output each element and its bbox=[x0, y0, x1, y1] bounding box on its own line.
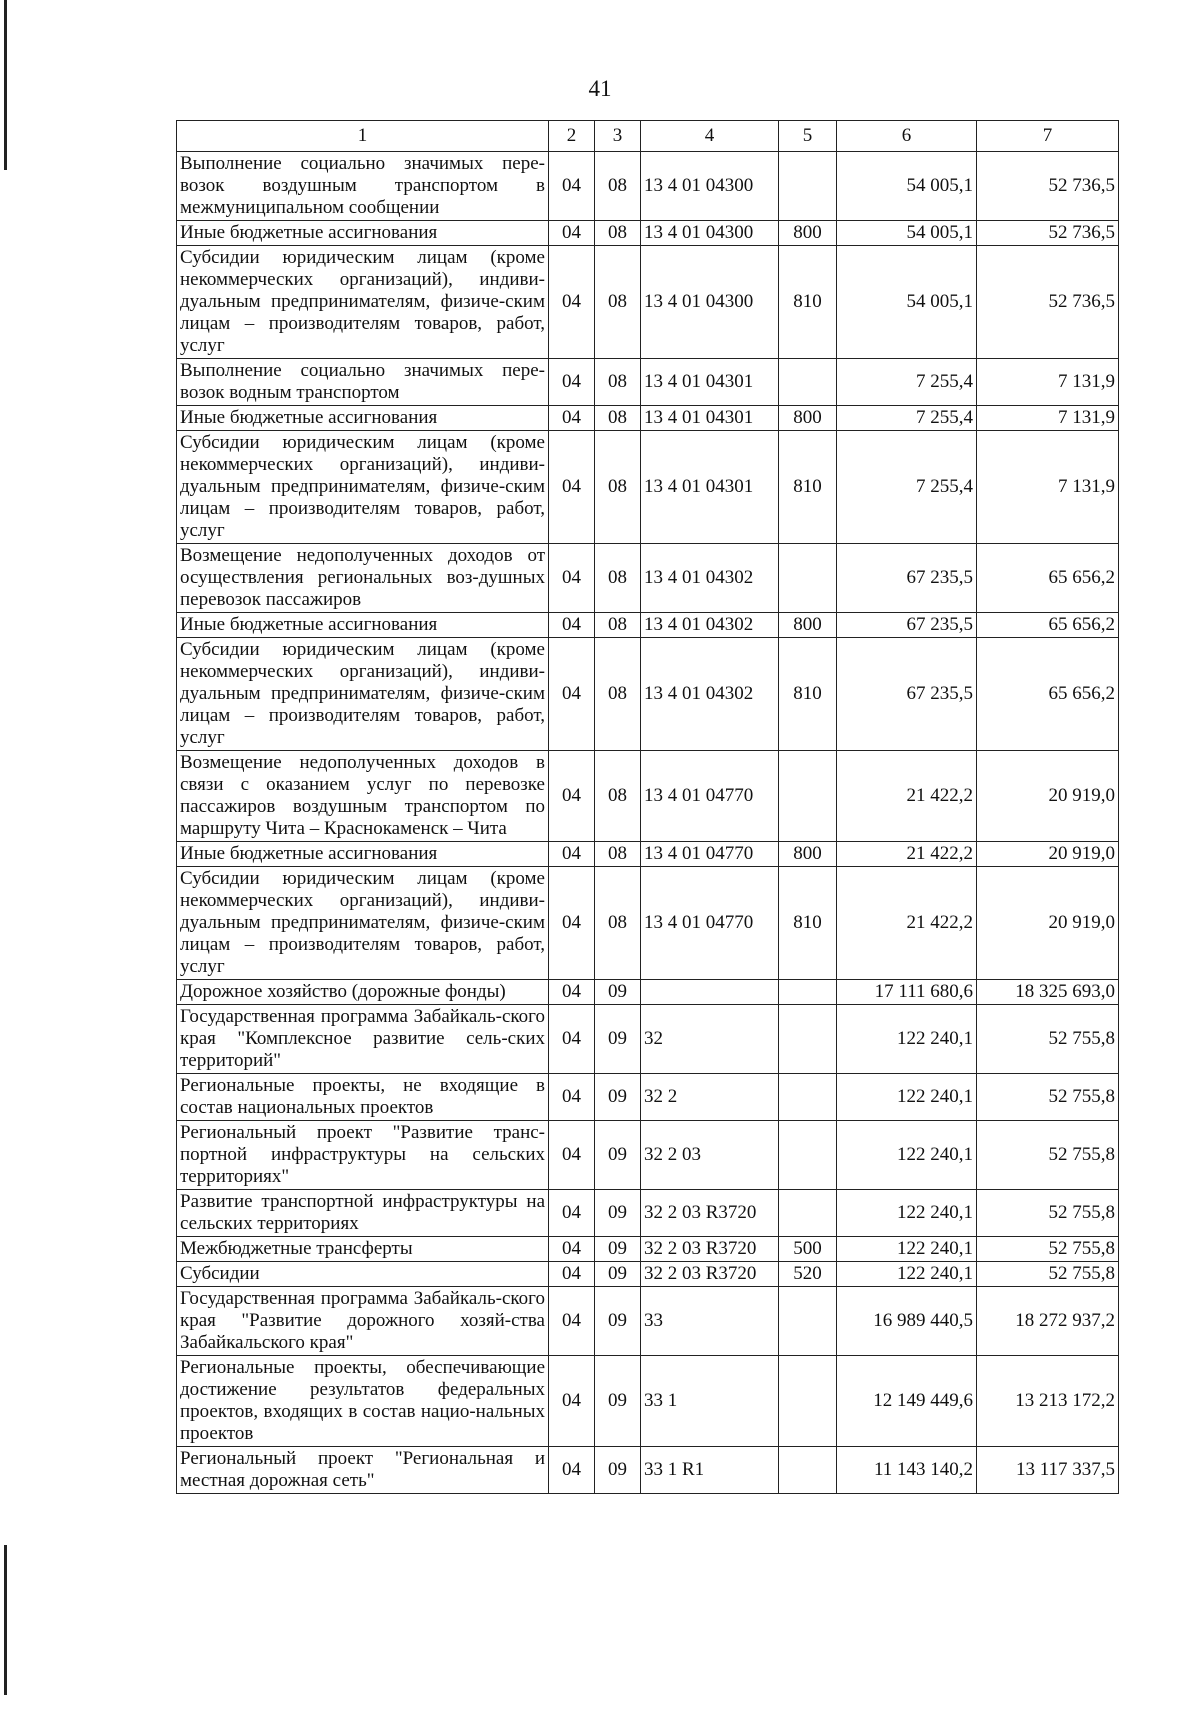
target-article-cell: 32 bbox=[641, 1005, 779, 1074]
amount-year2-cell: 13 213 172,2 bbox=[977, 1356, 1119, 1447]
column-header: 5 bbox=[779, 121, 837, 152]
section-code-cell: 04 bbox=[549, 1190, 595, 1237]
amount-year1-cell: 21 422,2 bbox=[837, 867, 977, 980]
row-name-cell: Возмещение недополученных доходов от осуществления региональных воз-душных перевозок пассажиров bbox=[177, 544, 549, 613]
section-code-cell: 04 bbox=[549, 1121, 595, 1190]
amount-year2-cell: 7 131,9 bbox=[977, 406, 1119, 431]
expense-type-cell bbox=[779, 359, 837, 406]
subsection-code-cell: 08 bbox=[595, 246, 641, 359]
section-code-cell: 04 bbox=[549, 359, 595, 406]
table-row bbox=[177, 638, 1119, 751]
section-code-cell: 04 bbox=[549, 613, 595, 638]
amount-year1-cell: 122 240,1 bbox=[837, 1005, 977, 1074]
column-header: 3 bbox=[595, 121, 641, 152]
scan-edge-line bbox=[4, 1545, 7, 1695]
expense-type-cell bbox=[779, 1005, 837, 1074]
row-name-cell: Выполнение социально значимых пере-возок водным транспортом bbox=[177, 359, 549, 406]
table-row bbox=[177, 544, 1119, 613]
expense-type-cell: 800 bbox=[779, 842, 837, 867]
amount-year2-cell: 52 755,8 bbox=[977, 1237, 1119, 1262]
row-name-cell: Иные бюджетные ассигнования bbox=[177, 221, 549, 246]
amount-year2-cell: 18 272 937,2 bbox=[977, 1287, 1119, 1356]
amount-year2-cell: 20 919,0 bbox=[977, 751, 1119, 842]
subsection-code-cell: 09 bbox=[595, 1447, 641, 1494]
page-number: 41 bbox=[588, 76, 612, 101]
amount-year1-cell: 21 422,2 bbox=[837, 751, 977, 842]
row-name-cell: Иные бюджетные ассигнования bbox=[177, 842, 549, 867]
amount-year1-cell: 67 235,5 bbox=[837, 638, 977, 751]
section-code-cell: 04 bbox=[549, 1074, 595, 1121]
amount-year1-cell: 67 235,5 bbox=[837, 613, 977, 638]
row-name-cell: Иные бюджетные ассигнования bbox=[177, 406, 549, 431]
column-header: 4 bbox=[641, 121, 779, 152]
expense-type-cell bbox=[779, 751, 837, 842]
amount-year2-cell: 18 325 693,0 bbox=[977, 980, 1119, 1005]
amount-year1-cell: 122 240,1 bbox=[837, 1237, 977, 1262]
table-row bbox=[177, 246, 1119, 359]
amount-year1-cell: 7 255,4 bbox=[837, 406, 977, 431]
table-row bbox=[177, 1287, 1119, 1356]
target-article-cell: 13 4 01 04302 bbox=[641, 638, 779, 751]
amount-year1-cell: 54 005,1 bbox=[837, 246, 977, 359]
section-code-cell: 04 bbox=[549, 431, 595, 544]
amount-year2-cell: 52 736,5 bbox=[977, 152, 1119, 221]
column-header: 2 bbox=[549, 121, 595, 152]
subsection-code-cell: 08 bbox=[595, 152, 641, 221]
amount-year1-cell: 21 422,2 bbox=[837, 842, 977, 867]
table-row bbox=[177, 1356, 1119, 1447]
amount-year2-cell: 52 755,8 bbox=[977, 1074, 1119, 1121]
target-article-cell: 13 4 01 04770 bbox=[641, 751, 779, 842]
table-row bbox=[177, 1074, 1119, 1121]
section-code-cell: 04 bbox=[549, 406, 595, 431]
section-code-cell: 04 bbox=[549, 1262, 595, 1287]
amount-year1-cell: 11 143 140,2 bbox=[837, 1447, 977, 1494]
subsection-code-cell: 09 bbox=[595, 1074, 641, 1121]
expense-type-cell bbox=[779, 1447, 837, 1494]
section-code-cell: 04 bbox=[549, 751, 595, 842]
row-name-cell: Развитие транспортной инфраструктуры на сельских территориях bbox=[177, 1190, 549, 1237]
amount-year2-cell: 65 656,2 bbox=[977, 613, 1119, 638]
table-row bbox=[177, 980, 1119, 1005]
expense-type-cell bbox=[779, 544, 837, 613]
amount-year2-cell: 20 919,0 bbox=[977, 867, 1119, 980]
expense-type-cell: 810 bbox=[779, 638, 837, 751]
target-article-cell: 32 2 03 R3720 bbox=[641, 1190, 779, 1237]
section-code-cell: 04 bbox=[549, 1237, 595, 1262]
row-name-cell: Субсидии bbox=[177, 1262, 549, 1287]
section-code-cell: 04 bbox=[549, 1447, 595, 1494]
amount-year2-cell: 65 656,2 bbox=[977, 544, 1119, 613]
subsection-code-cell: 08 bbox=[595, 842, 641, 867]
amount-year2-cell: 52 755,8 bbox=[977, 1262, 1119, 1287]
subsection-code-cell: 09 bbox=[595, 980, 641, 1005]
row-name-cell: Субсидии юридическим лицам (кроме некоммерческих организаций), индиви-дуальным предпринимателям, физиче-ским лицам – производителям товаров, работ, услуг bbox=[177, 431, 549, 544]
target-article-cell: 13 4 01 04300 bbox=[641, 221, 779, 246]
amount-year2-cell: 20 919,0 bbox=[977, 842, 1119, 867]
section-code-cell: 04 bbox=[549, 221, 595, 246]
table-row bbox=[177, 1005, 1119, 1074]
amount-year1-cell: 17 111 680,6 bbox=[837, 980, 977, 1005]
subsection-code-cell: 08 bbox=[595, 544, 641, 613]
column-header: 1 bbox=[177, 121, 549, 152]
amount-year2-cell: 52 755,8 bbox=[977, 1121, 1119, 1190]
table-row bbox=[177, 359, 1119, 406]
budget-table bbox=[176, 120, 1119, 1494]
target-article-cell: 13 4 01 04301 bbox=[641, 431, 779, 544]
target-article-cell: 13 4 01 04770 bbox=[641, 842, 779, 867]
amount-year1-cell: 54 005,1 bbox=[837, 221, 977, 246]
subsection-code-cell: 08 bbox=[595, 638, 641, 751]
expense-type-cell bbox=[779, 1287, 837, 1356]
row-name-cell: Субсидии юридическим лицам (кроме некоммерческих организаций), индиви-дуальным предпринимателям, физиче-ским лицам – производителям товаров, работ, услуг bbox=[177, 638, 549, 751]
amount-year1-cell: 122 240,1 bbox=[837, 1121, 977, 1190]
header-row bbox=[177, 121, 1119, 152]
section-code-cell: 04 bbox=[549, 1356, 595, 1447]
expense-type-cell bbox=[779, 1356, 837, 1447]
target-article-cell: 13 4 01 04770 bbox=[641, 867, 779, 980]
table-row bbox=[177, 1121, 1119, 1190]
subsection-code-cell: 09 bbox=[595, 1287, 641, 1356]
expense-type-cell: 520 bbox=[779, 1262, 837, 1287]
target-article-cell: 32 2 03 R3720 bbox=[641, 1237, 779, 1262]
subsection-code-cell: 08 bbox=[595, 867, 641, 980]
expense-type-cell: 810 bbox=[779, 246, 837, 359]
section-code-cell: 04 bbox=[549, 246, 595, 359]
amount-year1-cell: 7 255,4 bbox=[837, 359, 977, 406]
expense-type-cell bbox=[779, 1074, 837, 1121]
amount-year1-cell: 16 989 440,5 bbox=[837, 1287, 977, 1356]
section-code-cell: 04 bbox=[549, 638, 595, 751]
target-article-cell: 13 4 01 04302 bbox=[641, 613, 779, 638]
row-name-cell: Региональные проекты, обеспечивающие достижение результатов федеральных проектов, входящих в состав нацио-нальных проектов bbox=[177, 1356, 549, 1447]
table-row bbox=[177, 867, 1119, 980]
subsection-code-cell: 08 bbox=[595, 751, 641, 842]
column-header: 7 bbox=[977, 121, 1119, 152]
row-name-cell: Возмещение недополученных доходов в связи с оказанием услуг по перевозке пассажиров воздушным транспортом по маршруту Чита – Краснокаменск – Чита bbox=[177, 751, 549, 842]
row-name-cell: Иные бюджетные ассигнования bbox=[177, 613, 549, 638]
expense-type-cell bbox=[779, 152, 837, 221]
subsection-code-cell: 08 bbox=[595, 431, 641, 544]
table-row bbox=[177, 751, 1119, 842]
expense-type-cell: 500 bbox=[779, 1237, 837, 1262]
row-name-cell: Региональный проект "Региональная и местная дорожная сеть" bbox=[177, 1447, 549, 1494]
expense-type-cell: 810 bbox=[779, 867, 837, 980]
target-article-cell: 32 2 03 R3720 bbox=[641, 1262, 779, 1287]
row-name-cell: Дорожное хозяйство (дорожные фонды) bbox=[177, 980, 549, 1005]
section-code-cell: 04 bbox=[549, 1287, 595, 1356]
row-name-cell: Региональный проект "Развитие транс-портной инфраструктуры на сельских территориях" bbox=[177, 1121, 549, 1190]
table-row bbox=[177, 613, 1119, 638]
table-row bbox=[177, 152, 1119, 221]
row-name-cell: Региональные проекты, не входящие в состав национальных проектов bbox=[177, 1074, 549, 1121]
target-article-cell: 33 1 R1 bbox=[641, 1447, 779, 1494]
subsection-code-cell: 09 bbox=[595, 1356, 641, 1447]
target-article-cell: 13 4 01 04300 bbox=[641, 152, 779, 221]
target-article-cell: 33 1 bbox=[641, 1356, 779, 1447]
amount-year2-cell: 52 736,5 bbox=[977, 246, 1119, 359]
expense-type-cell bbox=[779, 1190, 837, 1237]
subsection-code-cell: 09 bbox=[595, 1005, 641, 1074]
section-code-cell: 04 bbox=[549, 867, 595, 980]
amount-year1-cell: 7 255,4 bbox=[837, 431, 977, 544]
amount-year2-cell: 52 755,8 bbox=[977, 1190, 1119, 1237]
amount-year2-cell: 7 131,9 bbox=[977, 359, 1119, 406]
subsection-code-cell: 09 bbox=[595, 1237, 641, 1262]
row-name-cell: Государственная программа Забайкаль-ского края "Развитие дорожного хозяй-ства Забайкальского края" bbox=[177, 1287, 549, 1356]
target-article-cell: 13 4 01 04301 bbox=[641, 406, 779, 431]
target-article-cell: 32 2 bbox=[641, 1074, 779, 1121]
amount-year1-cell: 54 005,1 bbox=[837, 152, 977, 221]
subsection-code-cell: 08 bbox=[595, 406, 641, 431]
row-name-cell: Межбюджетные трансферты bbox=[177, 1237, 549, 1262]
target-article-cell: 32 2 03 bbox=[641, 1121, 779, 1190]
section-code-cell: 04 bbox=[549, 842, 595, 867]
target-article-cell bbox=[641, 980, 779, 1005]
table-row bbox=[177, 1190, 1119, 1237]
amount-year1-cell: 122 240,1 bbox=[837, 1074, 977, 1121]
table-row bbox=[177, 431, 1119, 544]
section-code-cell: 04 bbox=[549, 544, 595, 613]
subsection-code-cell: 08 bbox=[595, 613, 641, 638]
column-header: 6 bbox=[837, 121, 977, 152]
amount-year2-cell: 52 736,5 bbox=[977, 221, 1119, 246]
row-name-cell: Субсидии юридическим лицам (кроме некоммерческих организаций), индиви-дуальным предпринимателям, физиче-ским лицам – производителям товаров, работ, услуг bbox=[177, 867, 549, 980]
amount-year1-cell: 122 240,1 bbox=[837, 1262, 977, 1287]
row-name-cell: Выполнение социально значимых пере-возок воздушным транспортом в межмуниципальном сообщении bbox=[177, 152, 549, 221]
table-row bbox=[177, 1237, 1119, 1262]
expense-type-cell bbox=[779, 1121, 837, 1190]
expense-type-cell: 800 bbox=[779, 613, 837, 638]
amount-year2-cell: 7 131,9 bbox=[977, 431, 1119, 544]
subsection-code-cell: 08 bbox=[595, 359, 641, 406]
target-article-cell: 33 bbox=[641, 1287, 779, 1356]
amount-year2-cell: 52 755,8 bbox=[977, 1005, 1119, 1074]
expense-type-cell bbox=[779, 980, 837, 1005]
expense-type-cell: 800 bbox=[779, 221, 837, 246]
subsection-code-cell: 09 bbox=[595, 1262, 641, 1287]
amount-year1-cell: 12 149 449,6 bbox=[837, 1356, 977, 1447]
amount-year1-cell: 122 240,1 bbox=[837, 1190, 977, 1237]
subsection-code-cell: 09 bbox=[595, 1121, 641, 1190]
amount-year2-cell: 13 117 337,5 bbox=[977, 1447, 1119, 1494]
row-name-cell: Субсидии юридическим лицам (кроме некоммерческих организаций), индиви-дуальным предпринимателям, физиче-ским лицам – производителям товаров, работ, услуг bbox=[177, 246, 549, 359]
section-code-cell: 04 bbox=[549, 1005, 595, 1074]
row-name-cell: Государственная программа Забайкаль-ского края "Комплексное развитие сель-ских территорий" bbox=[177, 1005, 549, 1074]
section-code-cell: 04 bbox=[549, 980, 595, 1005]
subsection-code-cell: 08 bbox=[595, 221, 641, 246]
table-row bbox=[177, 842, 1119, 867]
expense-type-cell: 800 bbox=[779, 406, 837, 431]
target-article-cell: 13 4 01 04301 bbox=[641, 359, 779, 406]
table-row bbox=[177, 221, 1119, 246]
amount-year1-cell: 67 235,5 bbox=[837, 544, 977, 613]
expense-type-cell: 810 bbox=[779, 431, 837, 544]
section-code-cell: 04 bbox=[549, 152, 595, 221]
target-article-cell: 13 4 01 04302 bbox=[641, 544, 779, 613]
subsection-code-cell: 09 bbox=[595, 1190, 641, 1237]
table-row bbox=[177, 1447, 1119, 1494]
table-row bbox=[177, 406, 1119, 431]
amount-year2-cell: 65 656,2 bbox=[977, 638, 1119, 751]
table-row bbox=[177, 1262, 1119, 1287]
target-article-cell: 13 4 01 04300 bbox=[641, 246, 779, 359]
